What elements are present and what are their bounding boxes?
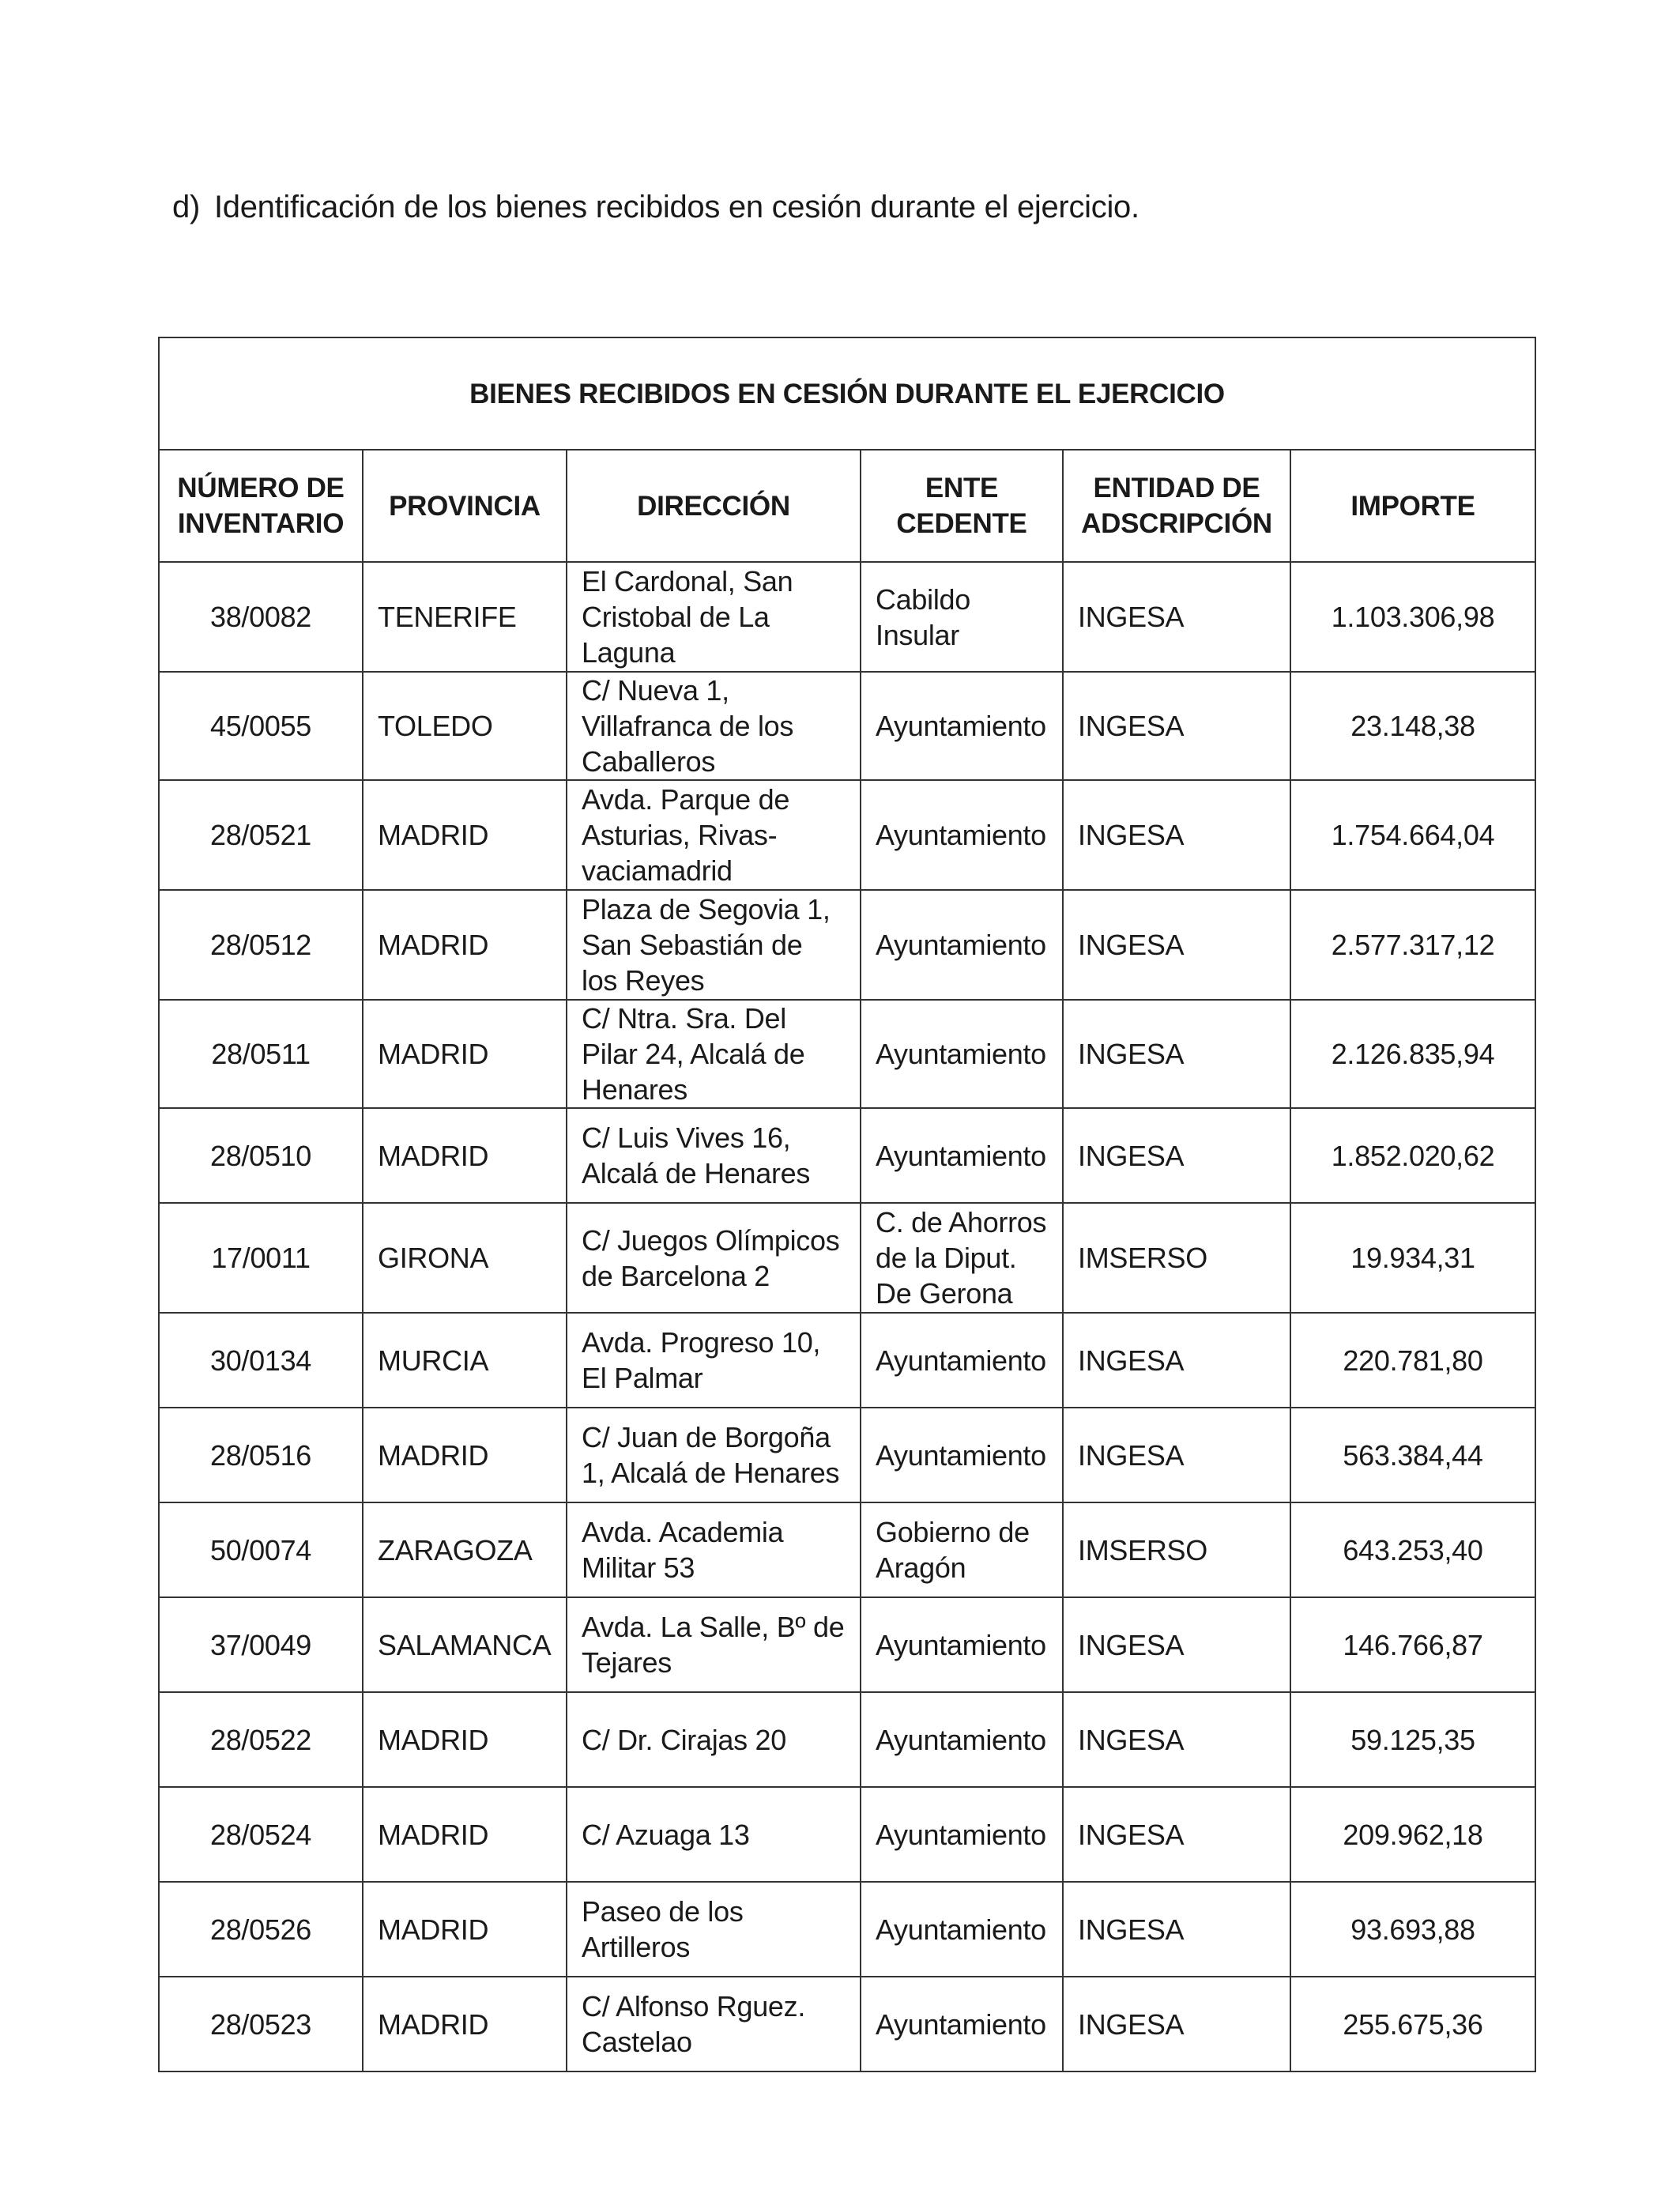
- cell-numero: 28/0511: [159, 1000, 363, 1108]
- cell-direccion: Paseo de los Artilleros: [567, 1882, 861, 1977]
- section-heading-text: Identificación de los bienes recibidos en cesión durante el ejercicio.: [213, 190, 1139, 224]
- cell-numero: 28/0510: [159, 1108, 363, 1203]
- column-header-importe: IMPORTE: [1290, 450, 1535, 562]
- table-header-row: [159, 450, 1535, 562]
- cell-entidad: INGESA: [1063, 562, 1290, 672]
- table-row: [159, 672, 1535, 780]
- cell-numero: 50/0074: [159, 1502, 363, 1597]
- table-row: [159, 562, 1535, 672]
- cell-importe: 255.675,36: [1290, 1977, 1535, 2071]
- cell-numero: 28/0526: [159, 1882, 363, 1977]
- column-header-numero: NÚMERO DE INVENTARIO: [159, 450, 363, 562]
- cell-importe: 1.103.306,98: [1290, 562, 1535, 672]
- cell-provincia: MADRID: [363, 1692, 567, 1787]
- column-header-provincia: PROVINCIA: [363, 450, 567, 562]
- cell-direccion: C/ Juan de Borgoña 1, Alcalá de Henares: [567, 1408, 861, 1502]
- cell-numero: 38/0082: [159, 562, 363, 672]
- cell-entidad: INGESA: [1063, 1597, 1290, 1692]
- cell-ente: Ayuntamiento: [861, 1108, 1063, 1203]
- cell-provincia: MURCIA: [363, 1313, 567, 1408]
- cell-numero: 28/0523: [159, 1977, 363, 2071]
- cell-ente: Ayuntamiento: [861, 1000, 1063, 1108]
- cell-direccion: C/ Alfonso Rguez. Castelao: [567, 1977, 861, 2071]
- table-row: [159, 1108, 1535, 1203]
- cell-ente: C. de Ahorros de la Diput. De Gerona: [861, 1203, 1063, 1313]
- cell-entidad: INGESA: [1063, 1313, 1290, 1408]
- column-header-direccion: DIRECCIÓN: [567, 450, 861, 562]
- table-row: [159, 1882, 1535, 1977]
- cell-ente: Ayuntamiento: [861, 1787, 1063, 1882]
- table-row: [159, 1408, 1535, 1502]
- cell-provincia: MADRID: [363, 890, 567, 1000]
- cell-numero: 28/0512: [159, 890, 363, 1000]
- cell-provincia: ZARAGOZA: [363, 1502, 567, 1597]
- cell-provincia: MADRID: [363, 1787, 567, 1882]
- section-marker: d): [172, 190, 200, 224]
- cell-direccion: C/ Ntra. Sra. Del Pilar 24, Alcalá de Henares: [567, 1000, 861, 1108]
- cell-ente: Gobierno de Aragón: [861, 1502, 1063, 1597]
- cell-numero: 30/0134: [159, 1313, 363, 1408]
- cell-ente: Ayuntamiento: [861, 1977, 1063, 2071]
- cell-ente: Ayuntamiento: [861, 1597, 1063, 1692]
- cell-importe: 93.693,88: [1290, 1882, 1535, 1977]
- cell-direccion: C/ Luis Vives 16, Alcalá de Henares: [567, 1108, 861, 1203]
- cell-numero: 37/0049: [159, 1597, 363, 1692]
- cell-provincia: MADRID: [363, 1108, 567, 1203]
- cell-entidad: INGESA: [1063, 1108, 1290, 1203]
- cell-ente: Cabildo Insular: [861, 562, 1063, 672]
- cell-direccion: C/ Juegos Olímpicos de Barcelona 2: [567, 1203, 861, 1313]
- column-header-ente: ENTE CEDENTE: [861, 450, 1063, 562]
- cell-provincia: MADRID: [363, 1000, 567, 1108]
- table-row: [159, 1313, 1535, 1408]
- cell-ente: Ayuntamiento: [861, 1882, 1063, 1977]
- cell-entidad: INGESA: [1063, 1000, 1290, 1108]
- cell-direccion: El Cardonal, San Cristobal de La Laguna: [567, 562, 861, 672]
- cell-importe: 209.962,18: [1290, 1787, 1535, 1882]
- table-row: [159, 1977, 1535, 2071]
- cell-entidad: INGESA: [1063, 780, 1290, 890]
- cell-numero: 17/0011: [159, 1203, 363, 1313]
- cell-provincia: TOLEDO: [363, 672, 567, 780]
- cell-ente: Ayuntamiento: [861, 780, 1063, 890]
- table-title: BIENES RECIBIDOS EN CESIÓN DURANTE EL EJERCICIO: [159, 337, 1535, 450]
- cell-importe: 2.577.317,12: [1290, 890, 1535, 1000]
- cell-direccion: Avda. Progreso 10, El Palmar: [567, 1313, 861, 1408]
- table-title-row: [159, 337, 1535, 450]
- table-row: [159, 1692, 1535, 1787]
- cell-direccion: Plaza de Segovia 1, San Sebastián de los Reyes: [567, 890, 861, 1000]
- cell-importe: 59.125,35: [1290, 1692, 1535, 1787]
- cell-importe: 146.766,87: [1290, 1597, 1535, 1692]
- cell-provincia: MADRID: [363, 1882, 567, 1977]
- column-header-entidad: ENTIDAD DE ADSCRIPCIÓN: [1063, 450, 1290, 562]
- table-row: [159, 1787, 1535, 1882]
- cell-importe: 220.781,80: [1290, 1313, 1535, 1408]
- section-heading: [172, 190, 1139, 225]
- table-row: [159, 780, 1535, 890]
- table-row: [159, 1000, 1535, 1108]
- cell-importe: 23.148,38: [1290, 672, 1535, 780]
- cell-numero: 28/0516: [159, 1408, 363, 1502]
- table-row: [159, 890, 1535, 1000]
- cell-direccion: C/ Nueva 1, Villafranca de los Caballeros: [567, 672, 861, 780]
- cell-entidad: INGESA: [1063, 672, 1290, 780]
- cell-importe: 1.852.020,62: [1290, 1108, 1535, 1203]
- cell-importe: 563.384,44: [1290, 1408, 1535, 1502]
- cell-ente: Ayuntamiento: [861, 890, 1063, 1000]
- cell-entidad: IMSERSO: [1063, 1502, 1290, 1597]
- cell-direccion: Avda. La Salle, Bº de Tejares: [567, 1597, 861, 1692]
- cell-entidad: INGESA: [1063, 1977, 1290, 2071]
- table-row: [159, 1502, 1535, 1597]
- cell-numero: 28/0522: [159, 1692, 363, 1787]
- cell-provincia: GIRONA: [363, 1203, 567, 1313]
- cell-entidad: INGESA: [1063, 890, 1290, 1000]
- cell-numero: 28/0524: [159, 1787, 363, 1882]
- cell-entidad: IMSERSO: [1063, 1203, 1290, 1313]
- cell-importe: 2.126.835,94: [1290, 1000, 1535, 1108]
- cell-ente: Ayuntamiento: [861, 1313, 1063, 1408]
- cell-provincia: MADRID: [363, 780, 567, 890]
- cell-ente: Ayuntamiento: [861, 672, 1063, 780]
- cell-provincia: SALAMANCA: [363, 1597, 567, 1692]
- cell-ente: Ayuntamiento: [861, 1408, 1063, 1502]
- cell-importe: 643.253,40: [1290, 1502, 1535, 1597]
- cell-entidad: INGESA: [1063, 1882, 1290, 1977]
- cell-provincia: TENERIFE: [363, 562, 567, 672]
- cell-ente: Ayuntamiento: [861, 1692, 1063, 1787]
- table-row: [159, 1597, 1535, 1692]
- cell-entidad: INGESA: [1063, 1692, 1290, 1787]
- cell-importe: 19.934,31: [1290, 1203, 1535, 1313]
- cell-entidad: INGESA: [1063, 1408, 1290, 1502]
- ceded-assets-table: [158, 337, 1536, 2072]
- cell-entidad: INGESA: [1063, 1787, 1290, 1882]
- cell-direccion: Avda. Academia Militar 53: [567, 1502, 861, 1597]
- cell-provincia: MADRID: [363, 1977, 567, 2071]
- cell-numero: 45/0055: [159, 672, 363, 780]
- cell-direccion: Avda. Parque de Asturias, Rivas-vaciamadrid: [567, 780, 861, 890]
- cell-direccion: C/ Azuaga 13: [567, 1787, 861, 1882]
- cell-provincia: MADRID: [363, 1408, 567, 1502]
- cell-numero: 28/0521: [159, 780, 363, 890]
- cell-importe: 1.754.664,04: [1290, 780, 1535, 890]
- cell-direccion: C/ Dr. Cirajas 20: [567, 1692, 861, 1787]
- table-row: [159, 1203, 1535, 1313]
